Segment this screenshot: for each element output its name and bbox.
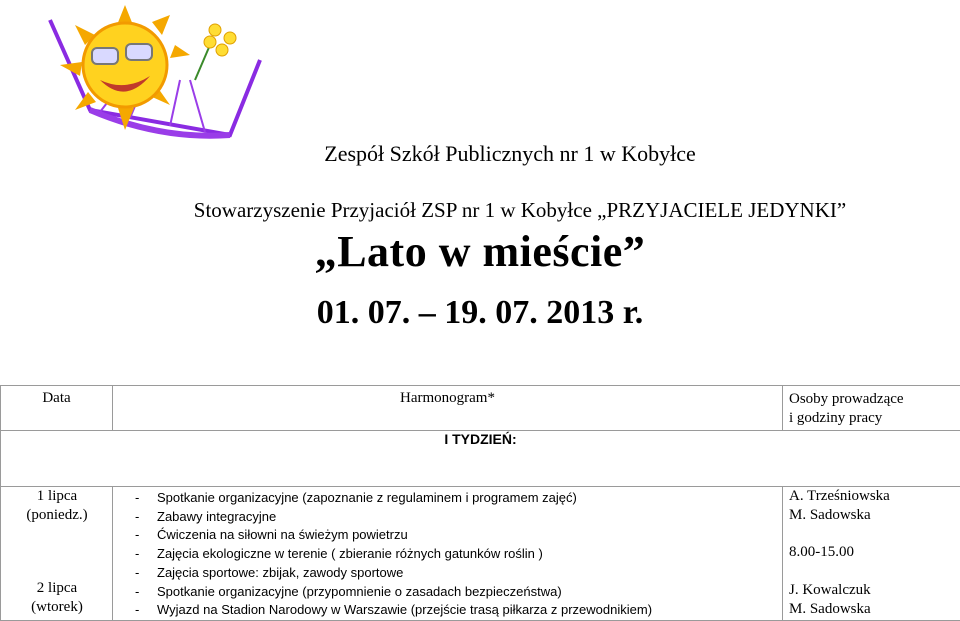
activities-cell bbox=[113, 487, 783, 621]
page-title: „Lato w mieście” bbox=[0, 226, 960, 277]
work-hours: 8.00-15.00 bbox=[789, 543, 854, 562]
week-label: I TYDZIEŃ: bbox=[1, 431, 960, 487]
persons-cell bbox=[783, 487, 960, 621]
list-item: - Spotkanie organizacyjne (przypomnienie o zasadach bezpieczeństwa) bbox=[135, 583, 782, 602]
schedule-table bbox=[0, 385, 960, 621]
col-persons-header bbox=[783, 386, 960, 431]
col-persons-header-line1: Osoby prowadzące bbox=[789, 390, 960, 409]
week-row bbox=[1, 431, 960, 487]
day1-weekday: (poniedz.) bbox=[1, 506, 113, 525]
list-item: - Zajęcia ekologiczne w terenie ( zbieranie różnych gatunków roślin ) bbox=[135, 545, 782, 564]
col-persons-header-line2: i godziny pracy bbox=[789, 409, 960, 428]
list-item: - Ćwiczenia na siłowni na świeżym powietrzu bbox=[135, 526, 782, 545]
day2-weekday: (wtorek) bbox=[1, 598, 113, 617]
day1-label: 1 lipca bbox=[1, 487, 113, 506]
day2-label: 2 lipca bbox=[1, 579, 113, 598]
association-name: Stowarzyszenie Przyjaciół ZSP nr 1 w Kobyłce „PRZYJACIELE JEDYNKI” bbox=[0, 198, 960, 223]
person-name: M. Sadowska bbox=[789, 600, 871, 619]
date-range: 01. 07. – 19. 07. 2013 r. bbox=[0, 294, 960, 332]
day1-date bbox=[1, 487, 113, 525]
col-schedule-header: Harmonogram* bbox=[113, 386, 783, 431]
flowers-icon bbox=[195, 24, 236, 80]
person-name: J. Kowalczuk bbox=[789, 581, 871, 600]
list-item: - Spotkanie organizacyjne (zapoznanie z regulaminem i programem zajęć) bbox=[135, 489, 782, 508]
day2-date bbox=[1, 579, 113, 617]
list-item: - Wyjazd na Stadion Narodowy w Warszawie (przejście trasą piłkarza z przewodnikiem) bbox=[135, 601, 782, 620]
table-row bbox=[1, 487, 960, 621]
list-item: - Zabawy integracyjne bbox=[135, 508, 782, 527]
sun-hammock-logo bbox=[30, 0, 270, 160]
table-header-row bbox=[1, 386, 960, 431]
col-date-header: Data bbox=[1, 386, 113, 431]
sun-icon bbox=[60, 5, 190, 130]
person-name: A. Trześniowska bbox=[789, 487, 890, 506]
list-item: - Zajęcia sportowe: zbijak, zawody sportowe bbox=[135, 564, 782, 583]
person-name: M. Sadowska bbox=[789, 506, 871, 525]
date-cell bbox=[1, 487, 113, 621]
school-name: Zespół Szkół Publicznych nr 1 w Kobyłce bbox=[0, 141, 960, 167]
